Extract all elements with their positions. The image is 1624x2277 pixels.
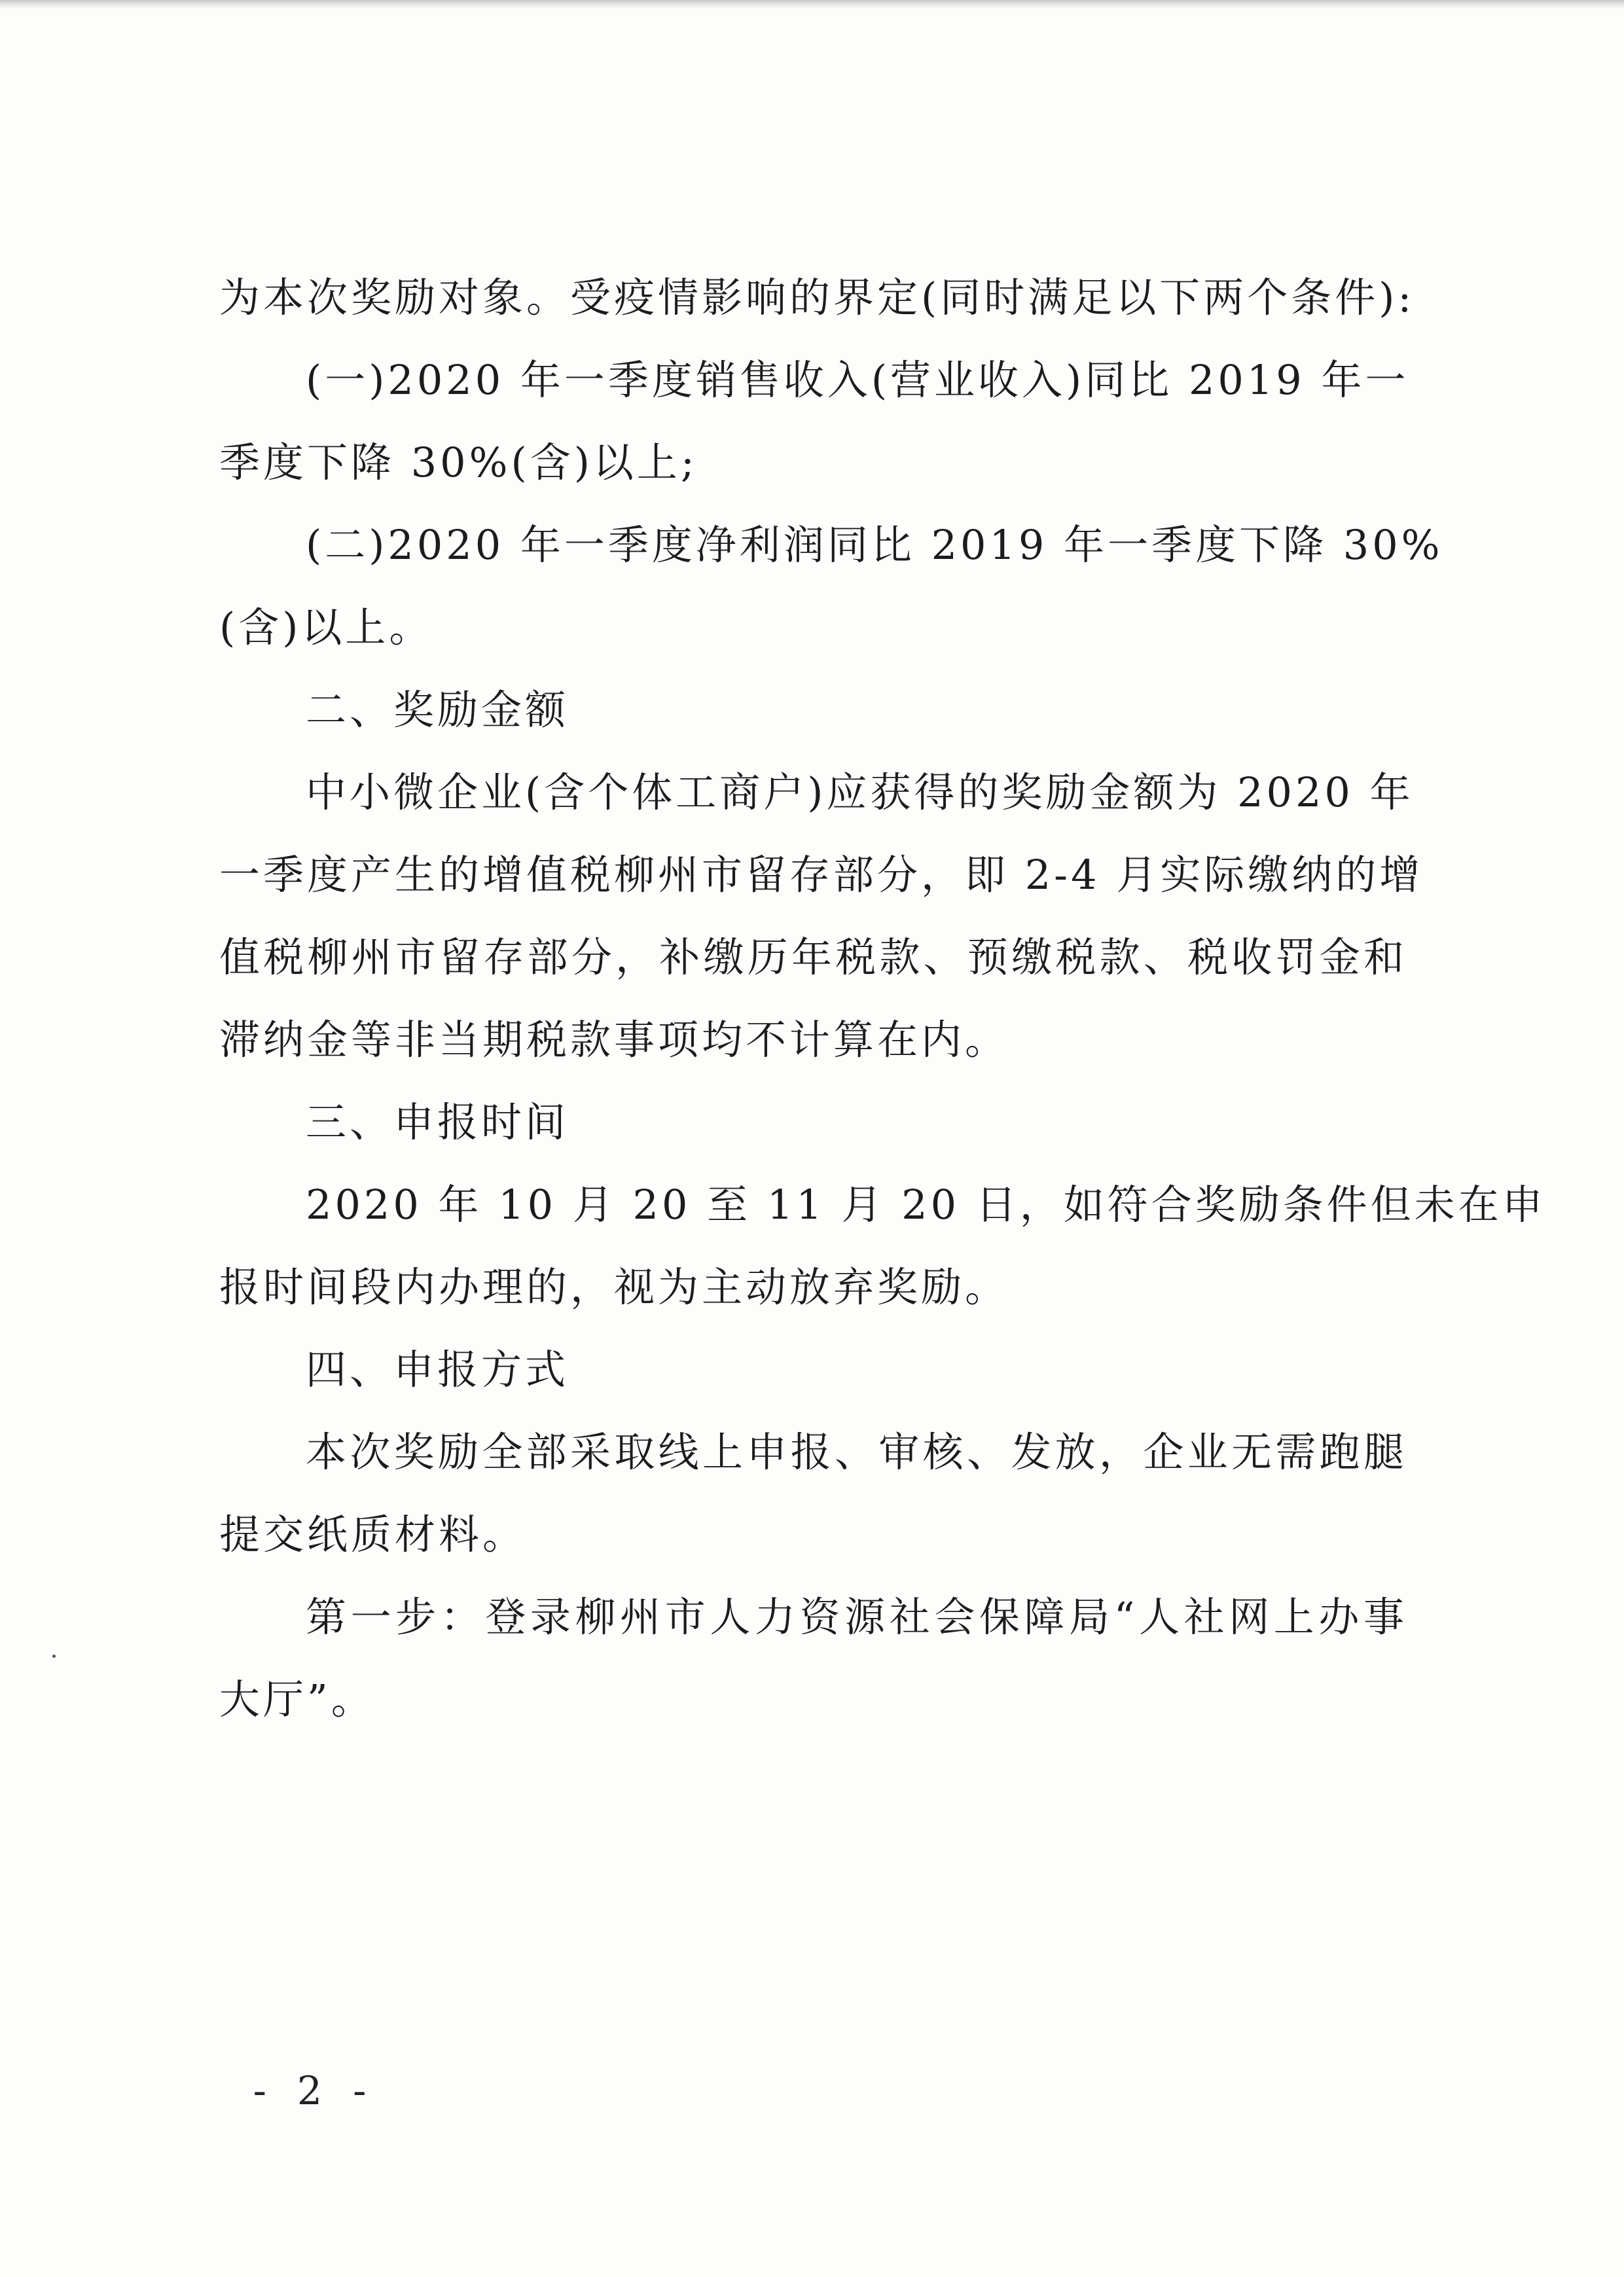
text-line: 季度下降 30%(含)以上;: [219, 439, 698, 486]
text-line: 大厅”。: [219, 1676, 375, 1723]
section-heading: 三、申报时间: [306, 1098, 569, 1146]
text-line: (二)2020 年一季度净利润同比 2019 年一季度下降 30%: [306, 521, 1443, 569]
scan-top-edge: [0, 0, 1624, 9]
section-heading: 二、奖励金额: [306, 686, 569, 734]
scan-speck: [52, 1655, 56, 1658]
section-heading: 四、申报方式: [306, 1346, 569, 1393]
text-line: 2020 年 10 月 20 至 11 月 20 日，如符合奖励条件但未在申: [306, 1181, 1546, 1228]
text-line: 报时间段内办理的，视为主动放弃奖励。: [219, 1263, 1009, 1311]
text-line: 提交纸质材料。: [219, 1511, 527, 1558]
text-line: (含)以上。: [219, 603, 433, 651]
text-line: 一季度产生的增值税柳州市留存部分，即 2-4 月实际缴纳的增: [219, 851, 1424, 899]
text-line: 为本次奖励对象。受疫情影响的界定(同时满足以下两个条件):: [219, 274, 1415, 321]
page-number: - 2 -: [253, 2068, 376, 2114]
text-line: 值税柳州市留存部分，补缴历年税款、预缴税款、税收罚金和: [219, 933, 1407, 981]
text-line: 本次奖励全部采取线上申报、审核、发放，企业无需跑腿: [306, 1428, 1407, 1476]
text-line: 第一步：登录柳州市人力资源社会保障局“人社网上办事: [306, 1593, 1407, 1641]
text-line: 中小微企业(含个体工商户)应获得的奖励金额为 2020 年: [306, 768, 1414, 816]
text-line: (一)2020 年一季度销售收入(营业收入)同比 2019 年一: [306, 356, 1409, 404]
text-line: 滞纳金等非当期税款事项均不计算在内。: [219, 1016, 1009, 1064]
document-body: [219, 257, 1546, 1741]
